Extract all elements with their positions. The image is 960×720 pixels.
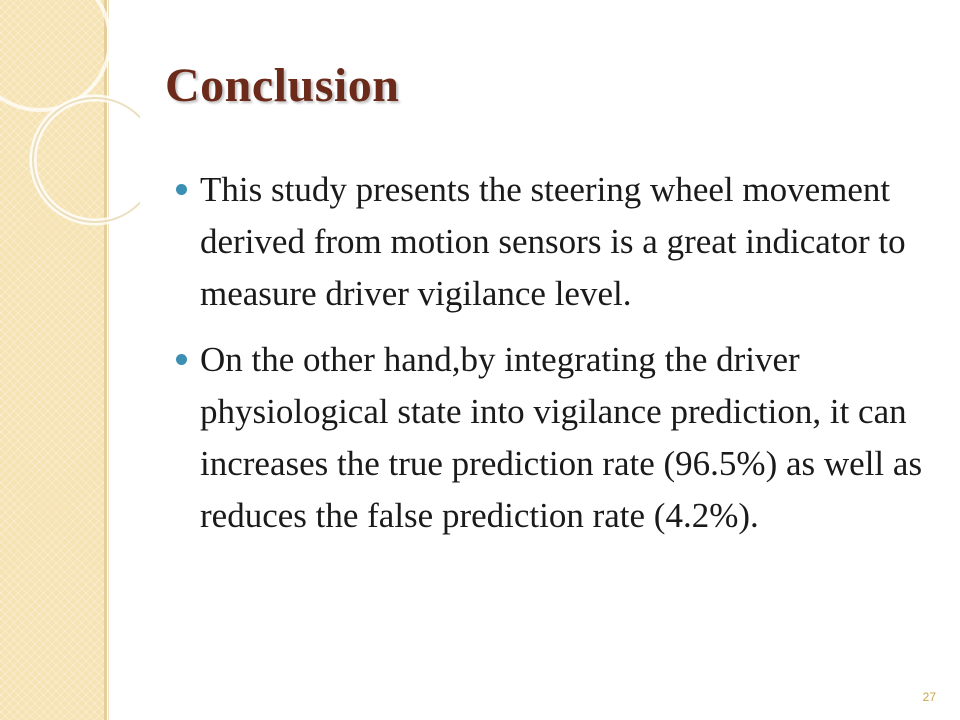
deco-circle-top-icon [0,0,110,110]
bullet-dot-icon [176,354,187,365]
page-number: 27 [922,690,936,704]
bullet-item [176,334,936,542]
deco-circle-middle-icon [33,98,140,222]
bullet-text: On the other hand,by integrating the driver physiological state into vigilance prediction, it can increases the true prediction rate (96.5%) as well as reduces the false prediction rate (4.2%). [200,340,923,535]
decorative-circles [0,0,140,260]
bullet-dot-icon [176,184,187,195]
bullet-text: This study presents the steering wheel movement derived from motion sensors is a great indicator to measure driver vigilance level. [200,170,906,313]
slide-title: Conclusion [165,59,400,112]
bullet-item [176,164,936,320]
bullet-list [176,164,936,556]
